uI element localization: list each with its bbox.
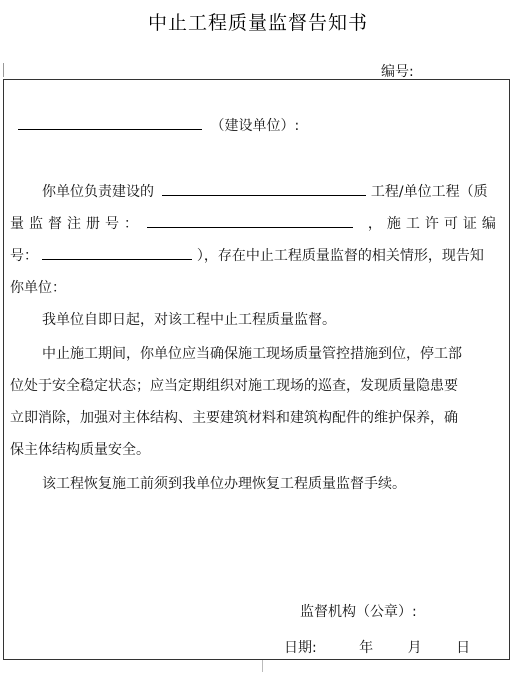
- permit-number-blank: [42, 245, 192, 260]
- recipient-suffix: （建设单位）:: [210, 118, 300, 134]
- date-year: 年: [359, 640, 374, 656]
- permit-suffix: ），存在中止工程质量监督的相关情形，现告知: [196, 248, 484, 264]
- notice-frame: [3, 79, 510, 660]
- paragraph-duty-line1: 中止施工期间，你单位应当确保施工现场质量管控措施到位，停工部: [42, 346, 462, 362]
- document-title: 中止工程质量监督告知书: [147, 12, 368, 34]
- paragraph1-end: 你单位：: [10, 280, 66, 296]
- page-bottom-mark: [262, 660, 263, 672]
- recipient-line: [18, 115, 299, 135]
- permit-line: [10, 245, 484, 265]
- recipient-blank: [18, 115, 202, 130]
- registration-number-blank: [147, 213, 353, 228]
- paragraph-resume: 该工程恢复施工前须到我单位办理恢复工程质量监督手续。: [42, 476, 406, 492]
- date-label: 日期:: [284, 640, 317, 656]
- project-line: [42, 181, 488, 201]
- date-month: 月: [407, 640, 422, 656]
- date-line: [284, 639, 470, 657]
- registration-label: 量监督注册号：: [10, 216, 143, 232]
- paragraph-suspend: 我单位自即日起，对该工程中止工程质量监督。: [42, 312, 336, 328]
- registration-line: [10, 213, 501, 233]
- permit-number-label: 号：: [10, 248, 38, 264]
- permit-label: ，施工许可证编: [367, 216, 501, 232]
- date-day: 日: [456, 640, 471, 656]
- paragraph-duty-line4: 保主体结构质量安全。: [10, 442, 150, 458]
- project-prefix: 你单位负责建设的: [42, 184, 154, 200]
- serial-number-label: 编号:: [381, 64, 414, 80]
- project-suffix: 工程/单位工程（质: [370, 184, 488, 200]
- agency-seal-label: 监督机构（公章）:: [300, 604, 417, 620]
- project-name-blank: [162, 181, 366, 196]
- paragraph-duty-line3: 立即消除，加强对主体结构、主要建筑材料和建筑构配件的维护保养，确: [10, 410, 458, 426]
- paragraph-duty-line2: 位处于安全稳定状态；应当定期组织对施工现场的巡查，发现质量隐患要: [10, 378, 458, 394]
- page-corner-mark: [3, 63, 4, 77]
